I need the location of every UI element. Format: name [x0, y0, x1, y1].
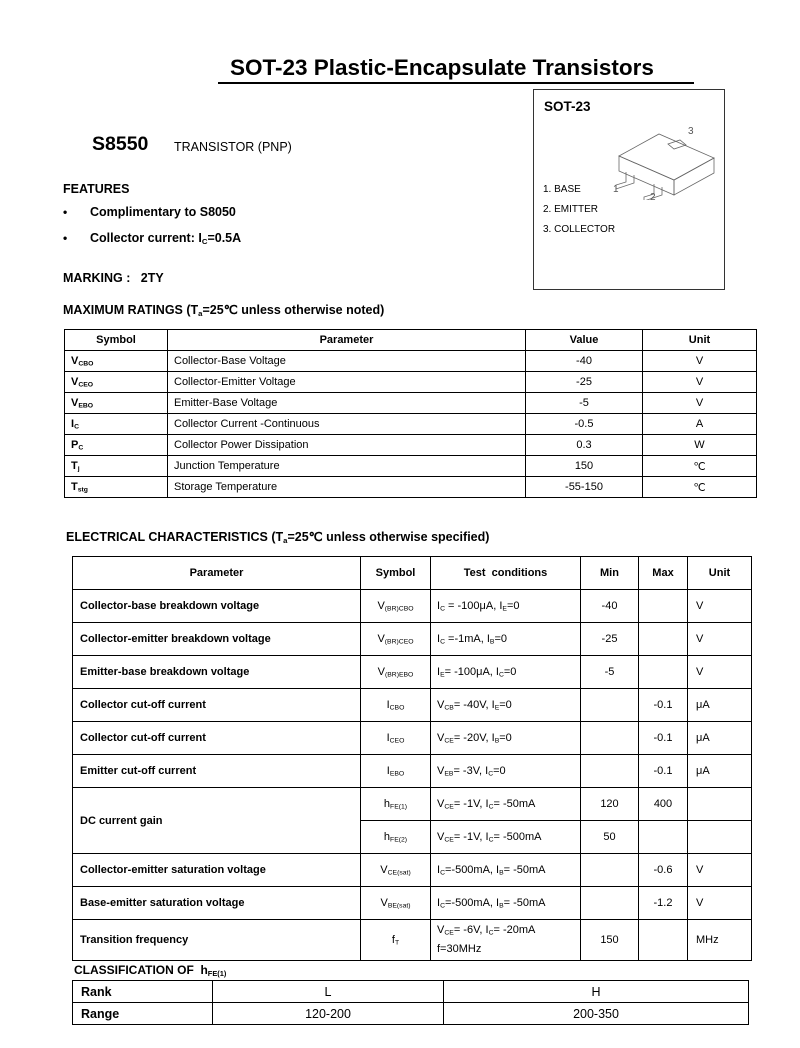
- unit-cell: V: [688, 854, 752, 887]
- test-conditions-cell: $I_C =-1mA$, $I_B=0$: [431, 623, 581, 656]
- unit-cell: A: [643, 414, 757, 435]
- value-cell: -40: [526, 351, 643, 372]
- col-symbol: Symbol: [361, 557, 431, 590]
- unit-cell: V: [688, 590, 752, 623]
- symbol-cell: $I_C$: [65, 414, 168, 435]
- rank-l: L: [213, 981, 444, 1003]
- sot23-package-icon: [604, 120, 724, 200]
- col-value: Value: [526, 330, 643, 351]
- feature-text: Collector current: I: [90, 231, 202, 245]
- table-row: [65, 372, 757, 393]
- value-cell: 150: [526, 456, 643, 477]
- max-cell: -0.6: [639, 854, 688, 887]
- parameter-cell: Collector cut-off current: [73, 689, 361, 722]
- table-row: [73, 656, 752, 689]
- unit-cell: V: [688, 887, 752, 920]
- symbol-cell: $T_j$: [65, 456, 168, 477]
- unit-cell: W: [643, 435, 757, 456]
- electrical-heading: [66, 529, 489, 544]
- symbol-cell: $I_{CEO}$: [361, 722, 431, 755]
- table-row: [65, 351, 757, 372]
- features-heading: FEATURES: [63, 182, 130, 196]
- page-title: SOT-23 Plastic-Encapsulate Transistors: [218, 54, 694, 84]
- unit-cell: V: [688, 623, 752, 656]
- table-row: [65, 435, 757, 456]
- value-cell: -0.5: [526, 414, 643, 435]
- test-conditions-cell: $V_{CE}= -1V$, $I_C= -500mA$: [431, 821, 581, 854]
- col-parameter: Parameter: [73, 557, 361, 590]
- max-cell: [639, 590, 688, 623]
- symbol-cell: $f_T$: [361, 920, 431, 961]
- table-row: [73, 788, 752, 821]
- max-cell: -0.1: [639, 755, 688, 788]
- pin-base: 1. BASE: [543, 184, 581, 195]
- table-header-row: [73, 557, 752, 590]
- package-title: SOT-23: [544, 99, 591, 114]
- pin-1-label: 1: [613, 184, 619, 195]
- symbol-cell: $h_{FE(2)}$: [361, 821, 431, 854]
- symbol-cell: $P_C$: [65, 435, 168, 456]
- col-max: Max: [639, 557, 688, 590]
- classification-heading: [74, 963, 226, 977]
- symbol-cell: $I_{CBO}$: [361, 689, 431, 722]
- parameter-cell: Transition frequency: [73, 920, 361, 961]
- parameter-cell: Collector-Base Voltage: [168, 351, 526, 372]
- table-row: [73, 755, 752, 788]
- symbol-cell: $V_{EBO}$: [65, 393, 168, 414]
- unit-cell: μA: [688, 689, 752, 722]
- unit-cell: ℃: [643, 477, 757, 498]
- parameter-cell: Collector-emitter saturation voltage: [73, 854, 361, 887]
- electrical-table: [72, 556, 752, 961]
- min-cell: [581, 689, 639, 722]
- pin-3-label: 3: [688, 126, 694, 137]
- table-row: [65, 456, 757, 477]
- parameter-cell: Emitter cut-off current: [73, 755, 361, 788]
- test-conditions-cell: $V_{EB}= -3V$, $I_C=0$: [431, 755, 581, 788]
- heading-text: CLASSIFICATION OF h: [74, 963, 208, 977]
- heading-text: =25℃ unless otherwise specified): [287, 530, 490, 544]
- max-cell: -0.1: [639, 689, 688, 722]
- part-number: S8550: [92, 133, 149, 155]
- parameter-cell: Emitter-base breakdown voltage: [73, 656, 361, 689]
- range-l: 120-200: [213, 1003, 444, 1025]
- parameter-cell: Collector-base breakdown voltage: [73, 590, 361, 623]
- max-ratings-table: [64, 329, 757, 498]
- unit-cell: μA: [688, 755, 752, 788]
- marking: [63, 271, 164, 285]
- symbol-cell: $V_{CBO}$: [65, 351, 168, 372]
- heading-sub: a: [198, 308, 203, 318]
- table-row: [73, 854, 752, 887]
- max-cell: 400: [639, 788, 688, 821]
- pin-emitter: 2. EMITTER: [543, 204, 599, 215]
- min-cell: -40: [581, 590, 639, 623]
- feature-sub: C: [201, 236, 208, 246]
- bullet-icon: •: [63, 205, 68, 219]
- max-cell: [639, 920, 688, 961]
- heading-text: MAXIMUM RATINGS (T: [63, 303, 199, 317]
- max-ratings-heading: [63, 302, 384, 317]
- col-unit: Unit: [643, 330, 757, 351]
- unit-cell: μA: [688, 722, 752, 755]
- min-cell: [581, 722, 639, 755]
- parameter-cell: Collector Current -Continuous: [168, 414, 526, 435]
- min-cell: 120: [581, 788, 639, 821]
- symbol-cell: $V_{(BR)CBO}$: [361, 590, 431, 623]
- marking-label: MARKING :: [63, 271, 131, 285]
- table-row: [65, 414, 757, 435]
- max-cell: -0.1: [639, 722, 688, 755]
- value-cell: -5: [526, 393, 643, 414]
- test-conditions-cell: $V_{CE}= -1V$, $I_C= -50mA$: [431, 788, 581, 821]
- classification-table: [72, 980, 749, 1025]
- table-row: [73, 920, 752, 961]
- col-min: Min: [581, 557, 639, 590]
- table-row: [73, 623, 752, 656]
- table-row: [73, 722, 752, 755]
- parameter-cell: Storage Temperature: [168, 477, 526, 498]
- part-description: TRANSISTOR (PNP): [174, 140, 292, 154]
- col-test-conditions: Test conditions: [431, 557, 581, 590]
- unit-cell: [688, 788, 752, 821]
- col-parameter: Parameter: [168, 330, 526, 351]
- range-label: Range: [73, 1003, 213, 1025]
- table-row: [73, 887, 752, 920]
- feature-text: =0.5A: [207, 231, 242, 245]
- test-conditions-cell: $V_{CB}= -40V$, $I_E=0$: [431, 689, 581, 722]
- max-cell: [639, 656, 688, 689]
- test-conditions-cell: $V_{CE}= -6V$, $I_C= -20mA$ f=30MHz: [431, 920, 581, 961]
- symbol-cell: $h_{FE(1)}$: [361, 788, 431, 821]
- parameter-cell: Collector cut-off current: [73, 722, 361, 755]
- value-cell: 0.3: [526, 435, 643, 456]
- table-row: [73, 689, 752, 722]
- feature-item: [90, 231, 241, 245]
- rank-label: Rank: [73, 981, 213, 1003]
- rank-h: H: [444, 981, 749, 1003]
- parameter-cell: Base-emitter saturation voltage: [73, 887, 361, 920]
- pin-collector: 3. COLLECTOR: [543, 224, 616, 235]
- rank-row: [73, 981, 749, 1003]
- heading-sub: a: [283, 535, 288, 545]
- min-cell: [581, 755, 639, 788]
- col-symbol: Symbol: [65, 330, 168, 351]
- min-cell: -5: [581, 656, 639, 689]
- table-row: [65, 393, 757, 414]
- table-row: [65, 477, 757, 498]
- value-cell: -55-150: [526, 477, 643, 498]
- parameter-cell: Junction Temperature: [168, 456, 526, 477]
- parameter-cell: Collector Power Dissipation: [168, 435, 526, 456]
- min-cell: -25: [581, 623, 639, 656]
- min-cell: 50: [581, 821, 639, 854]
- bullet-icon: •: [63, 231, 68, 245]
- min-cell: 150: [581, 920, 639, 961]
- unit-cell: MHz: [688, 920, 752, 961]
- parameter-cell: DC current gain: [73, 788, 361, 854]
- heading-text: =25℃ unless otherwise noted): [202, 303, 385, 317]
- symbol-cell: $I_{EBO}$: [361, 755, 431, 788]
- symbol-cell: $V_{(BR)EBO}$: [361, 656, 431, 689]
- max-cell: -1.2: [639, 887, 688, 920]
- unit-cell: V: [688, 656, 752, 689]
- value-cell: -25: [526, 372, 643, 393]
- table-header-row: [65, 330, 757, 351]
- symbol-cell: $V_{(BR)CEO}$: [361, 623, 431, 656]
- max-cell: [639, 623, 688, 656]
- package-box: [533, 89, 725, 290]
- min-cell: [581, 854, 639, 887]
- range-h: 200-350: [444, 1003, 749, 1025]
- unit-cell: V: [643, 393, 757, 414]
- unit-cell: V: [643, 372, 757, 393]
- pin-2-label: 2: [650, 192, 656, 200]
- parameter-cell: Collector-Emitter Voltage: [168, 372, 526, 393]
- test-conditions-cell: $I_C=-500mA$, $I_B= -50mA$: [431, 854, 581, 887]
- unit-cell: [688, 821, 752, 854]
- test-conditions-cell: $I_C=-500mA$, $I_B= -50mA$: [431, 887, 581, 920]
- unit-cell: ℃: [643, 456, 757, 477]
- marking-value: 2TY: [140, 271, 164, 285]
- test-conditions-cell: $V_{CE}= -20V$, $I_B=0$: [431, 722, 581, 755]
- unit-cell: V: [643, 351, 757, 372]
- max-cell: [639, 821, 688, 854]
- heading-text: ELECTRICAL CHARACTERISTICS (T: [66, 530, 284, 544]
- symbol-cell: $V_{CE(sat)}$: [361, 854, 431, 887]
- heading-sub: FE(1): [207, 968, 227, 978]
- feature-item: Complimentary to S8050: [90, 205, 236, 219]
- test-conditions-cell: $I_C = -100\mu A$, $I_E=0$: [431, 590, 581, 623]
- symbol-cell: $V_{BE(sat)}$: [361, 887, 431, 920]
- symbol-cell: $T_{stg}$: [65, 477, 168, 498]
- parameter-cell: Emitter-Base Voltage: [168, 393, 526, 414]
- min-cell: [581, 887, 639, 920]
- test-conditions-cell: $I_E= -100\mu A$, $I_C=0$: [431, 656, 581, 689]
- table-row: [73, 590, 752, 623]
- col-unit: Unit: [688, 557, 752, 590]
- range-row: [73, 1003, 749, 1025]
- symbol-cell: $V_{CEO}$: [65, 372, 168, 393]
- parameter-cell: Collector-emitter breakdown voltage: [73, 623, 361, 656]
